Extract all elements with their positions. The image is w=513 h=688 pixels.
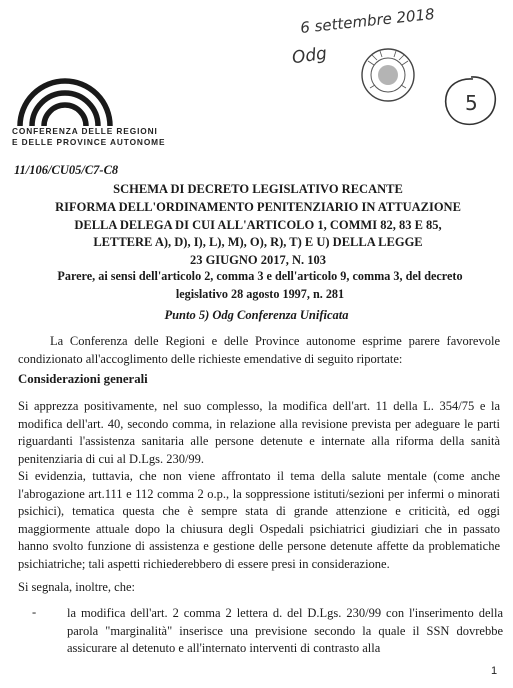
logo-line-1: CONFERENZA DELLE REGIONI	[12, 126, 158, 136]
handwritten-date: 6 settembre 2018	[299, 5, 436, 37]
agenda-item: Punto 5) Odg Conferenza Unificata	[164, 308, 349, 322]
list-intro: Si segnala, inoltre, che:	[18, 580, 135, 594]
handwritten-signature: Odg	[290, 43, 329, 69]
parere-subtitle	[18, 268, 502, 303]
section-heading: Considerazioni generali	[18, 372, 148, 386]
title-line: RIFORMA DELL'ORDINAMENTO PENITENZIARIO IN ATTUAZIONE	[55, 199, 461, 214]
bullet-dash: -	[32, 605, 37, 619]
circled-number: 5	[465, 91, 478, 115]
logo-text	[12, 126, 165, 147]
title-line: 23 GIUGNO 2017, N. 103	[189, 253, 327, 268]
parere-line: Parere, ai sensi dell'articolo 2, comma 3 e dell'articolo 9, comma 3, del decreto	[57, 269, 463, 283]
list-item-text: la modifica dell'art. 2 comma 2 lettera d. del D.Lgs. 230/99 con l'inserimento della parola "marginalità" inserisce una previsione secondo la quale il SSN dovrebbe assicurare al detenuto e all'internato interventi di contrasto alla	[67, 606, 503, 655]
page-number: 1	[491, 665, 498, 677]
parere-line: legislativo 28 agosto 1997, n. 281	[175, 286, 345, 301]
conference-logo	[12, 70, 166, 170]
intro-paragraph: La Conferenza delle Regioni e delle Province autonome esprime parere favorevole condizionato all'accoglimento delle richieste emendative di seguito riportate:	[18, 334, 500, 366]
title-line: DELLA DELEGA DI CUI ALL'ARTICOLO 1, COMMI 82, 83 E 85,	[74, 217, 442, 232]
body-paragraph: Si evidenzia, tuttavia, che non viene affrontato il tema della salute mentale (come anche l'abrogazione art.111 e 112 comma 2 o.p., la soppressione istituti/sezioni per infermi o minorati psichici), tematica questa che è sempre stata di grande attenzione e criticità, ed oggi maggiormente attuale dopo la chiusura degli Ospedali psichiatrici giudiziari che in passato hanno svolto funzione di assistenza e gestione delle persone detenute affette da problematiche psichiatriche; tali aspetti richiederebbero di essere presi in considerazione.	[18, 469, 500, 571]
title-line: LETTERE A), D), I), L), M), O), R), T) E U) DELLA LEGGE	[93, 235, 423, 250]
body-paragraph: Si apprezza positivamente, nel suo complesso, la modifica dell'art. 11 della L. 354/75 e la modifica dell'art. 40, secondo comma, in relazione alla revisione prevista per adeguare le parti riguardanti l'assistenza sanitaria alle persone detenute e internate alla riforma della sanità penitenziaria di cui al D.Lgs. 230/99.	[18, 399, 500, 466]
logo-line-2: E DELLE PROVINCE AUTONOME	[12, 136, 166, 147]
document-title	[14, 181, 502, 270]
document-code: 11/106/CU05/C7-C8	[14, 163, 119, 177]
logo-arcs-icon	[12, 70, 116, 128]
official-stamp-icon	[358, 46, 418, 104]
title-line: SCHEMA DI DECRETO LEGISLATIVO RECANTE	[113, 182, 403, 196]
